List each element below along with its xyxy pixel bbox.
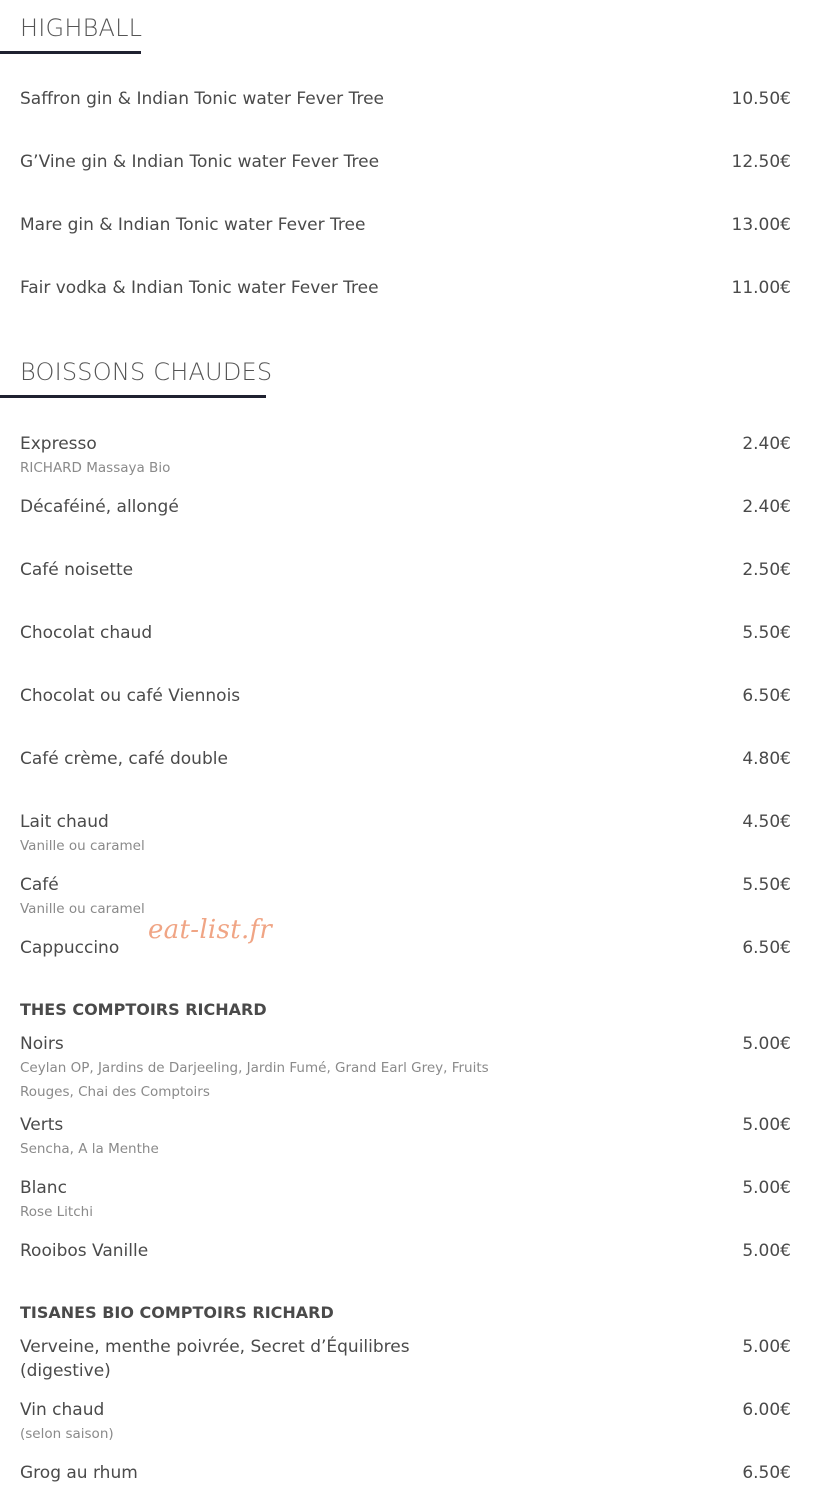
- item-price: 2.50€: [742, 560, 791, 580]
- item-description: Vanille ou caramel: [20, 838, 145, 854]
- item-name: Verveine, menthe poivrée, Secret d’Équilibres (digestive): [20, 1337, 410, 1381]
- section-underline: [0, 395, 266, 398]
- item-price: 5.50€: [742, 623, 791, 643]
- item-price: 2.40€: [742, 497, 791, 517]
- item-price: 12.50€: [731, 152, 791, 172]
- item-name: Verts: [20, 1115, 64, 1135]
- item-price: 13.00€: [731, 215, 791, 235]
- item-description: RICHARD Massaya Bio: [20, 460, 171, 476]
- menu-item: [20, 87, 791, 111]
- item-description: Vanille ou caramel: [20, 901, 145, 917]
- item-description: (selon saison): [20, 1426, 114, 1442]
- item-price: 6.50€: [742, 1463, 791, 1483]
- menu-item: [20, 495, 791, 519]
- item-name: Café crème, café double: [20, 749, 228, 769]
- item-name: Lait chaud: [20, 812, 109, 832]
- item-name: Rooibos Vanille: [20, 1241, 149, 1261]
- item-name: Vin chaud: [20, 1400, 105, 1420]
- menu-item: [20, 1335, 791, 1383]
- item-name: Mare gin & Indian Tonic water Fever Tree: [20, 215, 366, 235]
- menu-item: [20, 621, 791, 645]
- menu-item: [20, 1113, 791, 1161]
- item-price: 4.80€: [742, 749, 791, 769]
- section-underline: [0, 51, 141, 54]
- item-price: 5.00€: [742, 1178, 791, 1198]
- section-title-highball: HIGHBALL: [20, 14, 143, 42]
- menu-item: [20, 1176, 791, 1224]
- item-description: Ceylan OP, Jardins de Darjeeling, Jardin Fumé, Grand Earl Grey, Fruits Rouges, Chai des Comptoirs: [20, 1060, 489, 1100]
- menu-item: [20, 150, 791, 174]
- item-price: 6.50€: [742, 686, 791, 706]
- menu-item: [20, 1398, 791, 1446]
- item-price: 4.50€: [742, 812, 791, 832]
- item-name: Café noisette: [20, 560, 134, 580]
- menu-item: [20, 873, 791, 921]
- item-price: 6.00€: [742, 1400, 791, 1420]
- item-name: Fair vodka & Indian Tonic water Fever Tree: [20, 278, 379, 298]
- item-name: Cappuccino: [20, 938, 120, 958]
- item-price: 2.40€: [742, 434, 791, 454]
- menu-item: [20, 1461, 791, 1485]
- item-name: Blanc: [20, 1178, 67, 1198]
- subsection-title-tisanes: TISANES BIO COMPTOIRS RICHARD: [20, 1303, 334, 1322]
- watermark-text: eat-list.fr: [148, 915, 273, 945]
- item-price: 5.00€: [742, 1337, 791, 1357]
- menu-item: [20, 1032, 791, 1104]
- menu-item: [20, 276, 791, 300]
- item-description: Rose Litchi: [20, 1204, 93, 1220]
- item-price: 10.50€: [731, 89, 791, 109]
- menu-item: [20, 432, 791, 480]
- item-price: 5.00€: [742, 1241, 791, 1261]
- item-name: Décaféiné, allongé: [20, 497, 179, 517]
- menu-item: [20, 684, 791, 708]
- menu-item: [20, 810, 791, 858]
- item-price: 5.50€: [742, 875, 791, 895]
- subsection-title-thes: THES COMPTOIRS RICHARD: [20, 1000, 267, 1019]
- item-price: 5.00€: [742, 1034, 791, 1054]
- item-name: Grog au rhum: [20, 1463, 138, 1483]
- menu-item: [20, 747, 791, 771]
- item-name: Chocolat ou café Viennois: [20, 686, 241, 706]
- item-price: 5.00€: [742, 1115, 791, 1135]
- item-name: Noirs: [20, 1034, 64, 1054]
- menu-item: [20, 1239, 791, 1263]
- item-name: Saffron gin & Indian Tonic water Fever Tree: [20, 89, 384, 109]
- item-price: 11.00€: [731, 278, 791, 298]
- item-price: 6.50€: [742, 938, 791, 958]
- item-name: Chocolat chaud: [20, 623, 153, 643]
- item-name: Café: [20, 875, 59, 895]
- section-title-boissons-chaudes: BOISSONS CHAUDES: [20, 358, 273, 386]
- item-name: Expresso: [20, 434, 97, 454]
- item-description: Sencha, A la Menthe: [20, 1141, 159, 1157]
- menu-item: [20, 936, 791, 960]
- menu-item: [20, 213, 791, 237]
- item-name: G’Vine gin & Indian Tonic water Fever Tree: [20, 152, 380, 172]
- menu-item: [20, 558, 791, 582]
